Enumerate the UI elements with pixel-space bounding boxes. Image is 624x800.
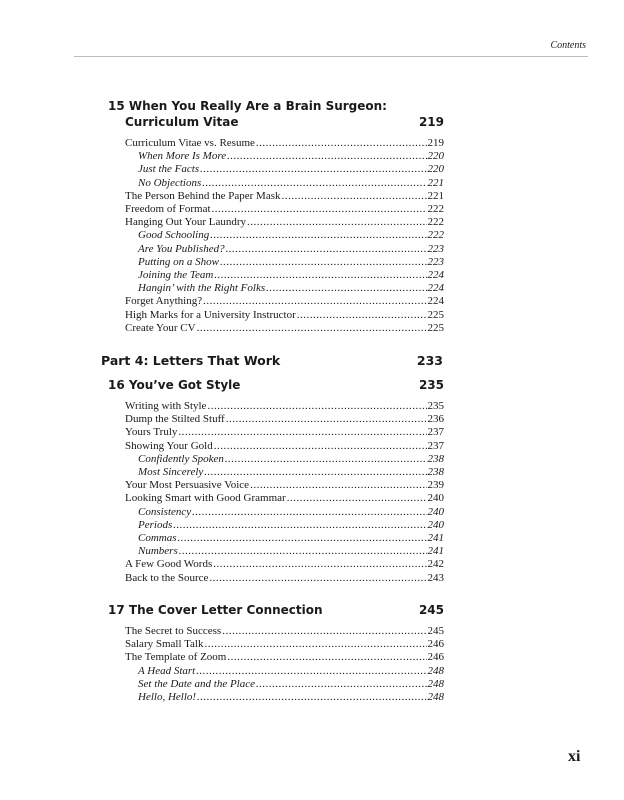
toc-entry-page: 237: [427, 439, 444, 452]
chapter-15-entries: [0, 137, 624, 335]
toc-entry-page: 240: [427, 505, 444, 518]
toc-entry-title: Are You Published?: [138, 242, 225, 255]
toc-entry: [138, 453, 444, 466]
toc-entry-title: High Marks for a University Instructor: [125, 308, 296, 321]
dot-leader: [204, 638, 426, 651]
dot-leader: [214, 440, 427, 453]
toc-entry-title: Salary Small Talk: [125, 638, 204, 651]
toc-entry-title: Just the Facts: [138, 163, 200, 176]
dot-leader: [222, 625, 426, 638]
toc-entry: [125, 426, 444, 439]
dot-leader: [202, 177, 426, 190]
toc-entry: [125, 651, 444, 664]
toc-entry: [125, 295, 444, 308]
toc-entry: [125, 216, 444, 229]
toc-entry: [138, 282, 444, 295]
toc-entry-page: 220: [427, 150, 444, 163]
toc-entry: [125, 479, 444, 492]
running-head: Contents: [550, 40, 586, 51]
toc-entry-title: Set the Date and the Place: [138, 677, 255, 690]
toc-entry: [125, 572, 444, 585]
chapter-15-title-line1: 15 When You Really Are a Brain Surgeon:: [108, 99, 387, 113]
toc-entry-page: 219: [427, 137, 444, 149]
dot-leader: [282, 190, 427, 203]
chapter-16-page: 235: [418, 378, 444, 393]
toc-entry: [125, 203, 444, 216]
toc-entry-page: 222: [427, 216, 444, 229]
toc-entry: [125, 190, 444, 203]
dot-leader: [212, 203, 427, 216]
dot-leader: [266, 282, 426, 295]
toc-entry: [138, 229, 444, 242]
toc-entry-title: The Template of Zoom: [125, 651, 227, 664]
dot-leader: [200, 163, 426, 176]
toc-entry-page: 221: [427, 176, 444, 189]
toc-entry-title: Joining the Team: [138, 269, 214, 282]
toc-entry-title: Showing Your Gold: [125, 439, 213, 452]
toc-entry-title: Looking Smart with Good Grammar: [125, 492, 286, 505]
toc-entry: [125, 413, 444, 426]
toc-entry-page: 238: [427, 466, 444, 479]
part-4-page: 233: [416, 353, 443, 369]
toc-entry-title: Writing with Style: [125, 400, 207, 413]
toc-entry-page: 238: [427, 452, 444, 465]
toc-entry-title: Periods: [138, 518, 173, 531]
dot-leader: [203, 295, 426, 308]
toc-entry: [138, 691, 444, 704]
chapter-15-page: 219: [418, 115, 444, 129]
toc-entry-page: 224: [427, 282, 444, 295]
toc-entry: [138, 177, 444, 190]
dot-leader: [173, 519, 426, 532]
toc-entry-page: 248: [427, 664, 444, 677]
toc-entry: [138, 665, 444, 678]
toc-entry-title: Yours Truly: [125, 426, 178, 439]
toc-entry-page: 248: [427, 677, 444, 690]
dot-leader: [214, 269, 426, 282]
dot-leader: [207, 400, 426, 413]
toc-entry-page: 246: [427, 638, 444, 651]
toc-entry-title: Numbers: [138, 545, 178, 558]
toc-entry-title: Hello, Hello!: [138, 690, 197, 703]
chapter-15-title-line2: Curriculum Vitae: [125, 115, 239, 129]
chapter-16-entries: [0, 400, 624, 585]
toc-entry-title: Hangin’ with the Right Folks: [138, 282, 266, 295]
toc-entry-page: 243: [427, 571, 444, 584]
chapter-15-heading: [108, 98, 444, 130]
dot-leader: [227, 651, 426, 664]
toc-entry-page: 239: [427, 479, 444, 492]
dot-leader: [210, 229, 426, 242]
toc-entry: [125, 440, 444, 453]
toc-entry: [125, 558, 444, 571]
toc-entry: [138, 466, 444, 479]
part-4-title: Part 4: Letters That Work: [101, 353, 281, 369]
table-of-contents: [0, 98, 624, 704]
dot-leader: [247, 216, 427, 229]
toc-entry-page: 248: [427, 690, 444, 703]
dot-leader: [197, 691, 426, 704]
toc-entry: [138, 150, 444, 163]
toc-entry-page: 220: [427, 163, 444, 176]
toc-entry-title: No Objections: [138, 176, 202, 189]
toc-entry-title: The Person Behind the Paper Mask: [125, 189, 281, 202]
chapter-17-page: 245: [418, 602, 444, 617]
toc-entry-page: 224: [427, 269, 444, 282]
toc-entry-page: 240: [427, 492, 444, 505]
toc-entry: [125, 322, 444, 335]
toc-entry: [125, 638, 444, 651]
dot-leader: [226, 413, 427, 426]
dot-leader: [220, 256, 427, 269]
toc-entry-page: 223: [427, 255, 444, 268]
toc-entry-page: 246: [427, 651, 444, 664]
toc-entry: [125, 400, 444, 413]
header-rule: [74, 56, 588, 57]
chapter-17-title: 17 The Cover Letter Connection: [108, 602, 323, 617]
toc-entry-page: 240: [427, 518, 444, 531]
dot-leader: [226, 243, 427, 256]
toc-entry: [125, 137, 444, 150]
toc-entry: [138, 256, 444, 269]
dot-leader: [297, 309, 427, 322]
dot-leader: [227, 150, 426, 163]
toc-entry: [138, 532, 444, 545]
toc-entry-title: When More Is More: [138, 150, 227, 163]
toc-entry-page: 242: [427, 558, 444, 571]
chapter-16-title: 16 You’ve Got Style: [108, 378, 241, 393]
toc-entry-page: 225: [427, 321, 444, 334]
toc-entry-title: Consistency: [138, 505, 192, 518]
toc-entry-page: 222: [427, 203, 444, 216]
dot-leader: [179, 545, 427, 558]
toc-entry: [138, 163, 444, 176]
toc-entry-page: 223: [427, 242, 444, 255]
toc-entry-page: 245: [427, 624, 444, 637]
chapter-16-heading: [108, 377, 444, 393]
page-number: xi: [568, 748, 581, 765]
toc-entry-title: Hanging Out Your Laundry: [125, 216, 246, 229]
toc-entry: [125, 625, 444, 638]
toc-entry-page: 236: [427, 413, 444, 426]
toc-entry-title: A Few Good Words: [125, 558, 213, 571]
dot-leader: [178, 532, 427, 545]
part-4-heading: [101, 353, 443, 369]
toc-entry-title: The Secret to Success: [125, 624, 222, 637]
dot-leader: [197, 322, 427, 335]
toc-entry-page: 225: [427, 308, 444, 321]
toc-entry-title: Confidently Spoken: [138, 452, 224, 465]
toc-entry-page: 241: [427, 545, 444, 558]
toc-entry-title: Most Sincerely: [138, 466, 204, 479]
dot-leader: [256, 137, 427, 150]
toc-entry-title: Forget Anything?: [125, 295, 203, 308]
toc-entry: [125, 309, 444, 322]
toc-entry: [138, 506, 444, 519]
toc-entry: [138, 269, 444, 282]
dot-leader: [250, 479, 426, 492]
toc-entry-title: Freedom of Format: [125, 203, 211, 216]
toc-entry-page: 237: [427, 426, 444, 439]
dot-leader: [213, 558, 426, 571]
dot-leader: [178, 426, 426, 439]
toc-entry-title: Dump the Stilted Stuff: [125, 413, 225, 426]
toc-entry-page: 224: [427, 295, 444, 308]
toc-entry: [138, 519, 444, 532]
toc-entry-title: Good Schooling: [138, 229, 210, 242]
toc-entry-page: 221: [427, 189, 444, 202]
toc-entry: [138, 545, 444, 558]
dot-leader: [287, 492, 427, 505]
toc-entry: [125, 492, 444, 505]
toc-entry-page: 241: [427, 532, 444, 545]
toc-entry: [138, 678, 444, 691]
toc-entry-title: Your Most Persuasive Voice: [125, 479, 250, 492]
toc-entry: [138, 243, 444, 256]
dot-leader: [192, 506, 426, 519]
toc-entry-title: Curriculum Vitae vs. Resume: [125, 137, 255, 149]
dot-leader: [225, 453, 427, 466]
toc-entry-title: Back to the Source: [125, 571, 209, 584]
toc-entry-title: Putting on a Show: [138, 255, 219, 268]
dot-leader: [196, 665, 426, 678]
chapter-17-entries: [0, 625, 624, 704]
toc-entry-page: 235: [427, 400, 444, 413]
toc-entry-title: A Head Start: [138, 664, 196, 677]
toc-entry-title: Create Your CV: [125, 321, 196, 334]
toc-entry-title: Commas: [138, 532, 177, 545]
dot-leader: [209, 572, 426, 585]
chapter-17-heading: [108, 602, 444, 618]
dot-leader: [256, 678, 427, 691]
toc-entry-page: 222: [427, 229, 444, 242]
dot-leader: [204, 466, 426, 479]
